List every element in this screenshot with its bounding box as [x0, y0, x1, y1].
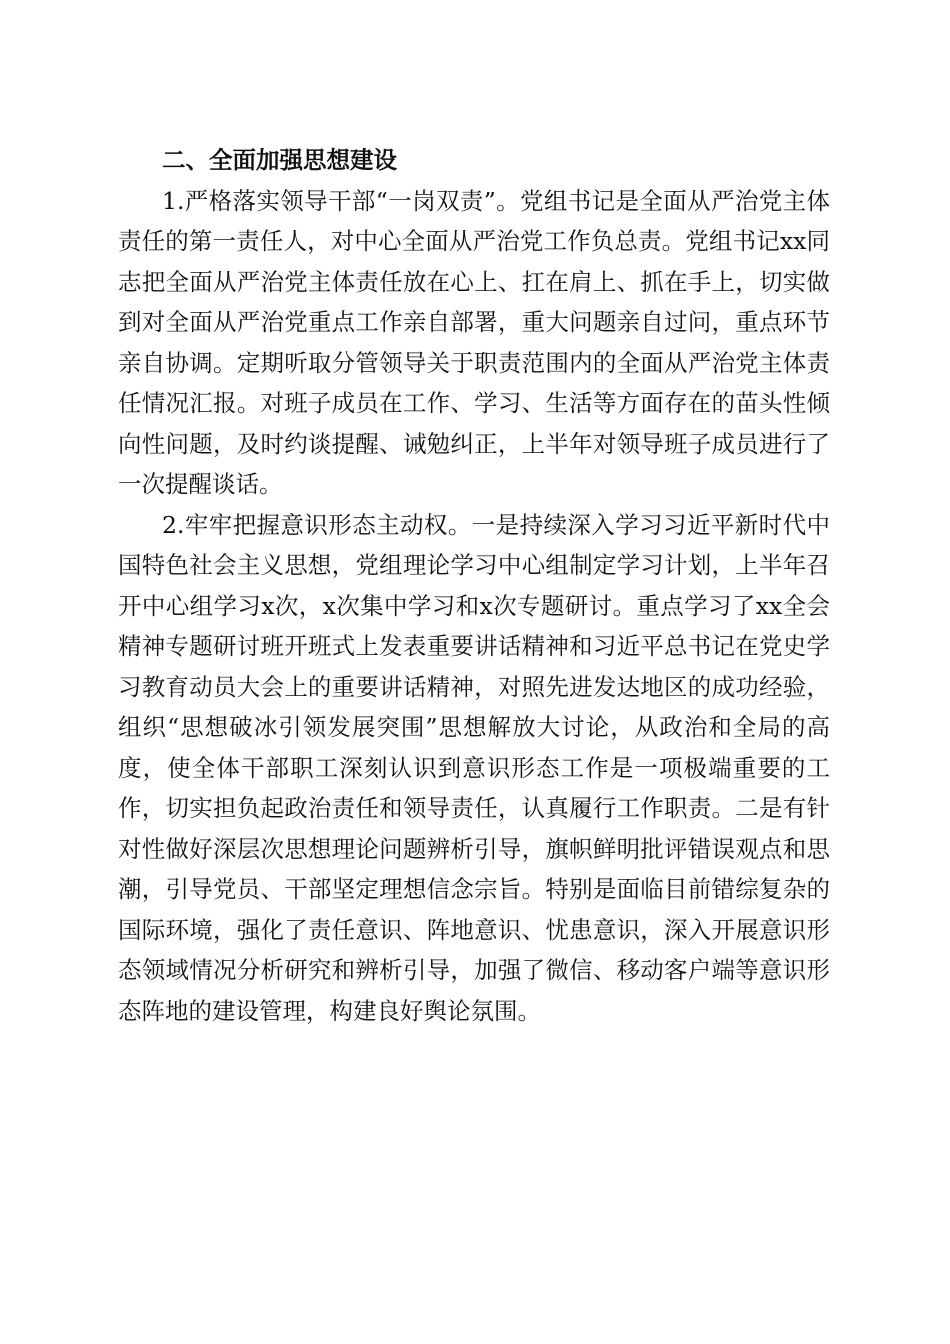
section-heading: 二、全面加强思想建设 — [162, 146, 397, 174]
paragraph-1: 1.严格落实领导干部“一岗双责”。党组书记是全面从严治党主体责任的第一责任人，对中心全面从严治党工作负总责。党组书记xx同志把全面从严治党主体责任放在心上、扛在肩上、抓在手上，切实做到对全面从严治党重点工作亲自部署，重大问题亲自过问，重点环节亲自协调。定期听取分管领导关于职责范围内的全面从严治党主体责任情况汇报。对班子成员在工作、学习、生活等方面存在的苗头性倾向性问题，及时约谈提醒、诫勉纠正，上半年对领导班子成员进行了一次提醒谈话。 — [118, 186, 830, 498]
document-body — [118, 140, 830, 1031]
paragraph-2: 2.牢牢把握意识形态主动权。一是持续深入学习习近平新时代中国特色社会主义思想，党组理论学习中心组制定学习计划，上半年召开中心组学习x次，x次集中学习和x次专题研讨。重点学习了xx全会精神专题研讨班开班式上发表重要讲话精神和习近平总书记在党史学习教育动员大会上的重要讲话精神，对照先进发达地区的成功经验，组织“思想破冰引领发展突围”思想解放大讨论，从政治和全局的高度，使全体干部职工深刻认识到意识形态工作是一项极端重要的工作，切实担负起政治责任和领导责任，认真履行工作职责。二是有针对性做好深层次思想理论问题辨析引导，旗帜鲜明批评错误观点和思潮，引导党员、干部坚定理想信念宗旨。特别是面临目前错综复杂的国际环境，强化了责任意识、阵地意识、忧患意识，深入开展意识形态领域情况分析研究和辨析引导，加强了微信、移动客户端等意识形态阵地的建设管理，构建良好舆论氛围。 — [118, 510, 830, 1025]
